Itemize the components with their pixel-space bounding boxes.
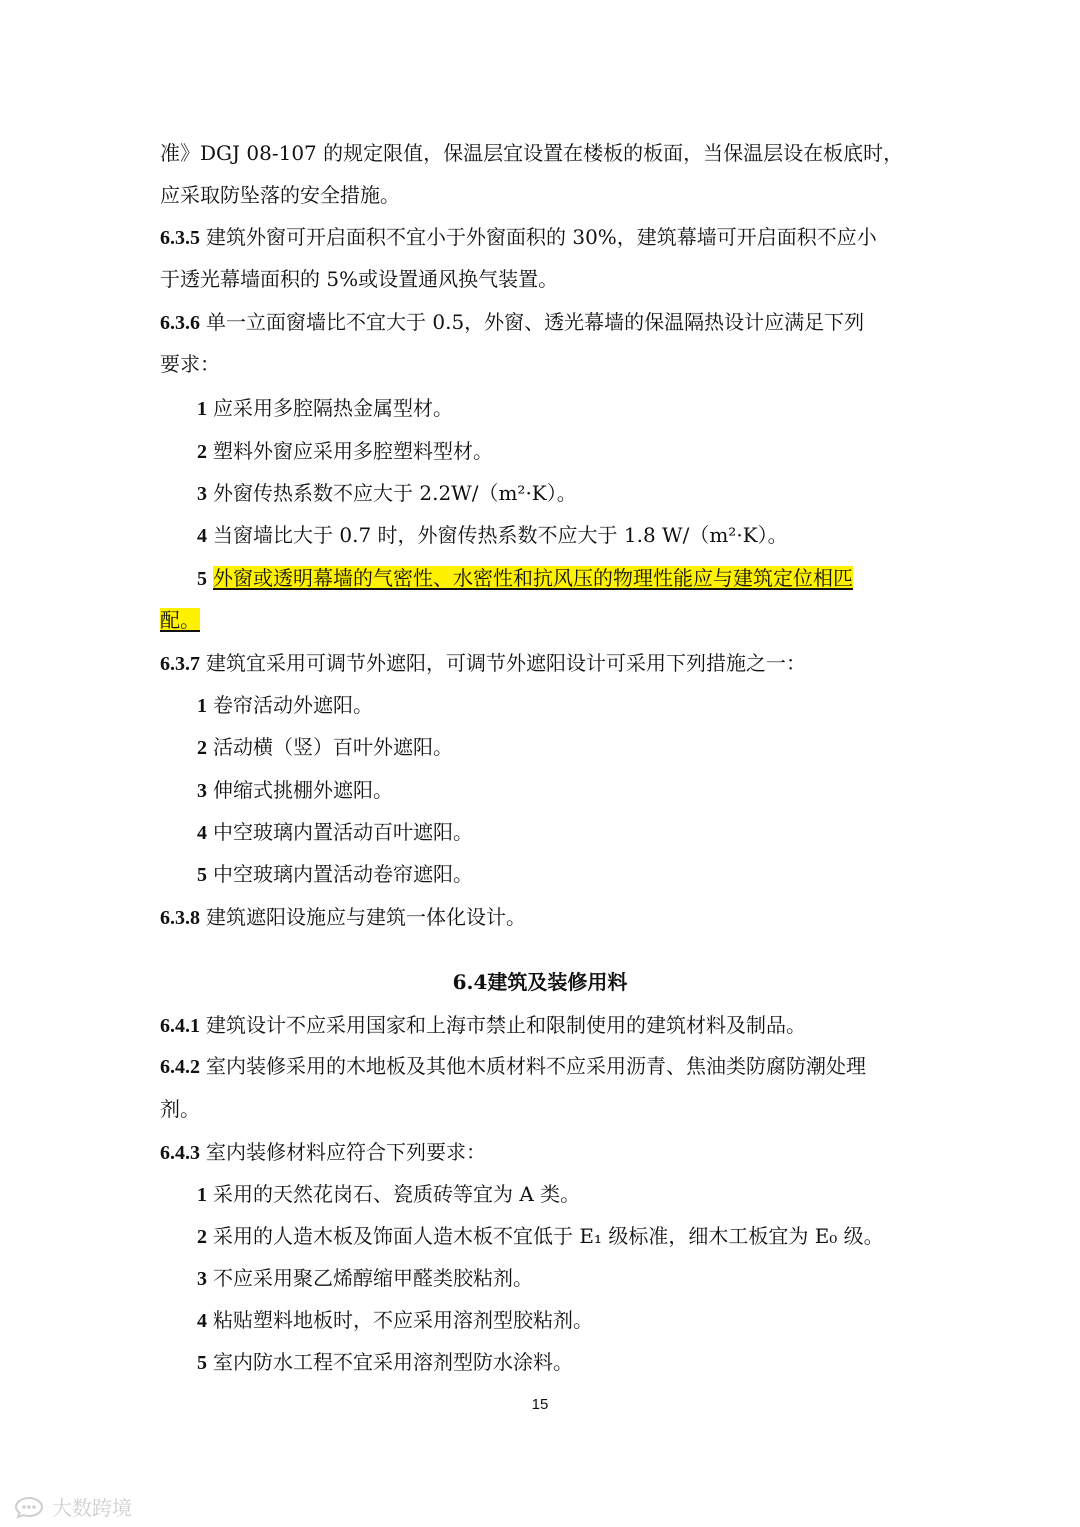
- item-number: 2: [197, 1226, 207, 1248]
- item-number: 4: [197, 1310, 207, 1332]
- clause-text: 建筑设计不应采用国家和上海市禁止和限制使用的建筑材料及制品。: [206, 1013, 806, 1037]
- clause-text: 建筑外窗可开启面积不宜小于外窗面积的 30%，建筑幕墙可开启面积不应小: [206, 225, 877, 249]
- item-text: 当窗墙比大于 0.7 时，外窗传热系数不应大于 1.8 W/（m²·K）。: [213, 523, 788, 547]
- item-text: 活动横（竖）百叶外遮阳。: [213, 735, 453, 759]
- watermark-text: 大数跨境: [52, 1496, 132, 1520]
- paragraph-line: 应采取防坠落的安全措施。: [160, 183, 400, 207]
- item-number: 4: [197, 822, 207, 844]
- item-text: 粘贴塑料地板时，不应采用溶剂型胶粘剂。: [213, 1308, 593, 1332]
- item-text: 塑料外窗应采用多腔塑料型材。: [213, 439, 493, 463]
- item-text: 不应采用聚乙烯醇缩甲醛类胶粘剂。: [213, 1266, 533, 1290]
- paragraph-line: 于透光幕墙面积的 5%或设置通风换气装置。: [160, 267, 559, 291]
- item-text: 采用的天然花岗石、瓷质砖等宜为 A 类。: [213, 1182, 581, 1206]
- list-item: [197, 1180, 580, 1209]
- list-item-highlighted: [197, 564, 853, 593]
- item-text: 卷帘活动外遮阳。: [213, 693, 373, 717]
- clause-6-3-6: [160, 308, 864, 337]
- list-item: [197, 1306, 593, 1335]
- page-number: 15: [531, 1396, 549, 1413]
- list-item: [197, 860, 473, 889]
- item-number: 3: [197, 1268, 207, 1290]
- paragraph-line: 剂。: [160, 1097, 200, 1121]
- item-text: 外窗传热系数不应大于 2.2W/（m²·K）。: [213, 481, 577, 505]
- clause-6-3-8: [160, 903, 526, 932]
- clause-6-4-3: [160, 1138, 486, 1167]
- clause-6-3-5: [160, 223, 877, 252]
- clause-number: 6.3.8: [160, 907, 200, 929]
- list-item: [197, 733, 453, 762]
- highlighted-text: 配。: [160, 608, 200, 632]
- list-item: [197, 691, 373, 720]
- item-number: 2: [197, 441, 207, 463]
- item-number: 3: [197, 780, 207, 802]
- list-item: [197, 776, 393, 805]
- item-number: 1: [197, 1184, 207, 1206]
- clause-text: 室内装修材料应符合下列要求：: [206, 1140, 486, 1164]
- list-item: [197, 437, 493, 466]
- clause-6-4-1: [160, 1011, 806, 1040]
- item-text: 伸缩式挑棚外遮阳。: [213, 778, 393, 802]
- chat-bubble-icon: [12, 1495, 46, 1519]
- list-item: [197, 521, 788, 550]
- clause-number: 6.3.7: [160, 653, 200, 675]
- clause-text: 单一立面窗墙比不宜大于 0.5，外窗、透光幕墙的保温隔热设计应满足下列: [206, 310, 865, 334]
- item-number: 5: [197, 568, 207, 590]
- clause-text: 建筑遮阳设施应与建筑一体化设计。: [206, 905, 526, 929]
- item-text: 中空玻璃内置活动百叶遮阳。: [213, 820, 473, 844]
- clause-6-4-2: [160, 1052, 866, 1081]
- clause-6-3-7: [160, 649, 806, 678]
- paragraph-line: 要求：: [160, 352, 220, 376]
- clause-number: 6.4.3: [160, 1142, 200, 1164]
- list-item: [197, 1222, 884, 1251]
- clause-number: 6.3.6: [160, 312, 200, 334]
- item-text: 中空玻璃内置活动卷帘遮阳。: [213, 862, 473, 886]
- item-number: 3: [197, 483, 207, 505]
- list-item: [197, 1348, 573, 1377]
- item-number: 5: [197, 1352, 207, 1374]
- watermark: [12, 1492, 132, 1521]
- clause-text: 室内装修采用的木地板及其他木质材料不应采用沥青、焦油类防腐防潮处理: [206, 1054, 866, 1078]
- list-item: [197, 818, 473, 847]
- clause-number: 6.3.5: [160, 227, 200, 249]
- item-text: 室内防水工程不宜采用溶剂型防水涂料。: [213, 1350, 573, 1374]
- item-number: 5: [197, 864, 207, 886]
- item-text: 采用的人造木板及饰面人造木板不宜低于 E₁ 级标准，细木工板宜为 E₀ 级。: [213, 1224, 884, 1248]
- clause-number: 6.4.1: [160, 1015, 200, 1037]
- section-heading: 6.4建筑及装修用料: [452, 970, 628, 994]
- clause-text: 建筑宜采用可调节外遮阳，可调节外遮阳设计可采用下列措施之一：: [206, 651, 806, 675]
- list-item: [197, 479, 577, 508]
- item-number: 1: [197, 695, 207, 717]
- highlighted-text: 外窗或透明幕墙的气密性、水密性和抗风压的物理性能应与建筑定位相匹: [213, 566, 853, 590]
- clause-number: 6.4.2: [160, 1056, 200, 1078]
- paragraph-line: 准》DGJ 08-107 的规定限值，保温层宜设置在楼板的板面，当保温层设在板底时，: [160, 141, 904, 165]
- item-number: 2: [197, 737, 207, 759]
- highlighted-continuation: [160, 606, 200, 634]
- item-number: 4: [197, 525, 207, 547]
- list-item: [197, 1264, 533, 1293]
- item-text: 应采用多腔隔热金属型材。: [213, 396, 453, 420]
- item-number: 1: [197, 398, 207, 420]
- list-item: [197, 394, 453, 423]
